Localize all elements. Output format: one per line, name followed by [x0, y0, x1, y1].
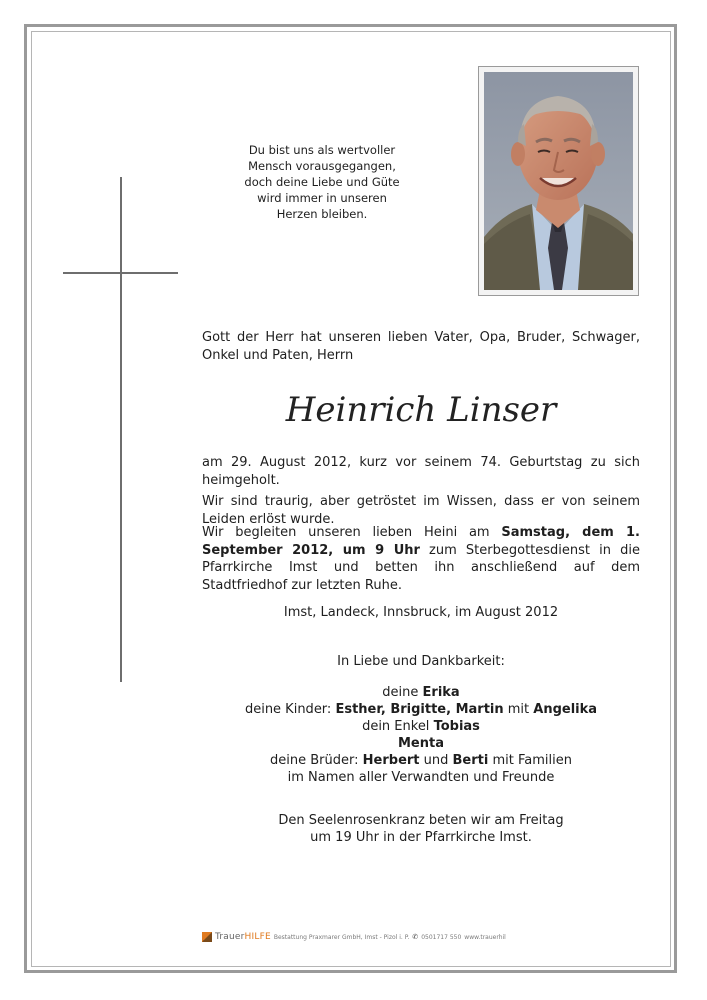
funeral-text-after: zum Sterbegottesdienst in die Pfarrkirche Imst und betten ihn anschließend auf dem Stadtfriedhof zur letzten Ruhe.	[202, 542, 640, 593]
logo-text	[215, 932, 271, 942]
brothers-suffix: mit Familien	[488, 753, 572, 768]
grandchild-prefix: dein Enkel	[362, 719, 434, 734]
motto-line: Du bist uns als wertvoller	[248, 143, 396, 157]
cross-vertical-bar	[120, 177, 122, 682]
family-grandchild	[202, 718, 640, 735]
family-relatives: im Namen aller Verwandten und Freunde	[287, 770, 555, 785]
family-children	[202, 701, 640, 718]
brothers-prefix: deine Brüder:	[270, 753, 363, 768]
brother1-name: Herbert	[362, 753, 420, 768]
company-name: Bestattung Praxmarer GmbH, Imst - Pizol i. P.	[273, 933, 410, 941]
place-date: Imst, Landeck, Innsbruck, im August 2012	[283, 605, 559, 620]
phone-icon: ✆	[412, 933, 419, 941]
other-name: Menta	[398, 736, 444, 751]
consolation-line: Wir sind traurig, aber getröstet im Wissen, dass er von seinem Leiden erlöst wurde.	[202, 494, 640, 527]
funeral-text-before: Wir begleiten unseren lieben Heini am	[202, 525, 502, 540]
motto-line: Herzen bleiben.	[276, 207, 368, 221]
motto-line: doch deine Liebe und Güte	[244, 175, 400, 189]
death-info	[202, 454, 640, 528]
funeral-date: Samstag, dem 1. September 2012, um 9 Uhr	[202, 525, 640, 558]
logo-part1: Trauer	[215, 932, 245, 942]
wife-name: Erika	[422, 685, 460, 700]
portrait-image	[484, 72, 633, 290]
rosary-info	[202, 812, 640, 846]
children-prefix: deine Kinder:	[244, 702, 336, 717]
grandchild-name: Tobias	[433, 719, 480, 734]
family-wife	[202, 684, 640, 701]
family-other	[202, 735, 640, 752]
motto-verse	[238, 142, 406, 222]
children-names: Esther, Brigitte, Martin	[335, 702, 504, 717]
intro-text: Gott der Herr hat unseren lieben Vater, Opa, Bruder, Schwager, Onkel und Paten, Herrn	[202, 330, 640, 363]
portrait-photo	[478, 66, 639, 296]
motto-line: Mensch vorausgegangen,	[248, 159, 396, 173]
website-link[interactable]: www.trauerhil	[464, 933, 506, 941]
funeral-info	[202, 524, 640, 594]
logo-icon	[202, 932, 212, 942]
family-brothers	[202, 752, 640, 769]
wife-prefix: deine	[382, 685, 423, 700]
brothers-mid: und	[419, 753, 453, 768]
phone-number: 0501717 550	[421, 933, 462, 941]
family-list	[202, 684, 640, 786]
cross-horizontal-bar	[63, 272, 178, 274]
brother2-name: Berti	[452, 753, 489, 768]
footer	[202, 932, 522, 942]
children-mid: mit	[503, 702, 534, 717]
children-partner: Angelika	[533, 702, 598, 717]
motto-line: wird immer in unseren	[257, 191, 387, 205]
logo-part2: HILFE	[244, 932, 271, 942]
rosary-line: Den Seelenrosenkranz beten wir am Freitag	[278, 813, 564, 828]
thanks-line: In Liebe und Dankbarkeit:	[337, 654, 505, 669]
death-date-line: am 29. August 2012, kurz vor seinem 74. Geburtstag zu sich heimgeholt.	[202, 455, 640, 488]
deceased-name: Heinrich Linser	[285, 390, 557, 430]
rosary-line: um 19 Uhr in der Pfarrkirche Imst.	[310, 830, 532, 845]
